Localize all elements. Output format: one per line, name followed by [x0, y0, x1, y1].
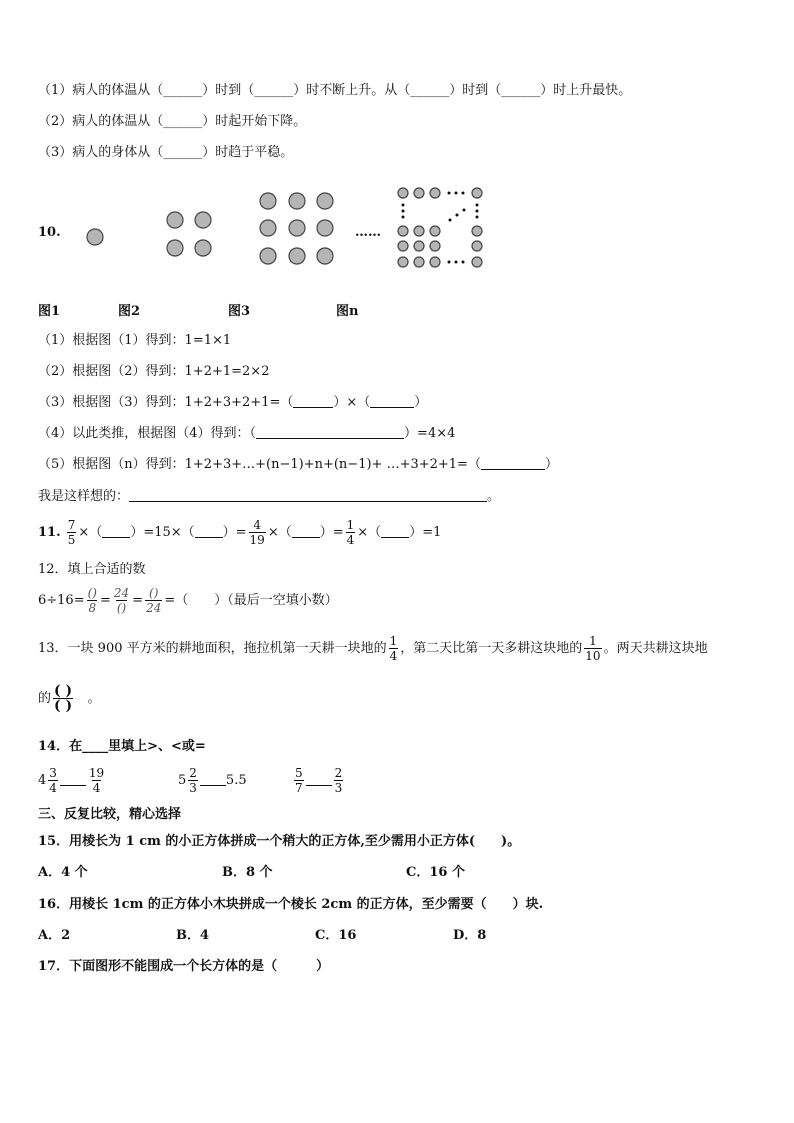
- q14-item-b: 5 $\frac{2}{3}$ 5.5: [178, 766, 247, 795]
- comparison-blank[interactable]: [60, 773, 86, 786]
- q13-line-1: 13．一块 900 平方米的耕地面积，拖拉机第一天耕一块地的 $\frac{1}{4}$ ，第二天比第一天多耕这块地的 $\frac{1}{10}$ 。两天共耕这块地: [38, 634, 708, 663]
- answer-blank[interactable]: [292, 525, 320, 538]
- fraction: $\frac{()}{24}$: [146, 586, 162, 615]
- answer-blank[interactable]: [370, 395, 414, 408]
- q15-option-a[interactable]: A．4 个: [38, 865, 88, 880]
- q16-option-b[interactable]: B．4: [176, 928, 210, 943]
- q10-thinking: 我是这样想的： 。: [38, 489, 501, 504]
- fraction: $\frac{()}{8}$: [87, 586, 97, 615]
- answer-blank[interactable]: [102, 525, 130, 538]
- q9-line-3: （3）病人的身体从（______）时趋于平稳。: [38, 145, 294, 160]
- q16-option-d[interactable]: D．8: [453, 928, 487, 943]
- answer-blank[interactable]: [481, 457, 545, 470]
- figure-n-dots: [398, 188, 482, 267]
- answer-blank[interactable]: [293, 395, 333, 408]
- q14-item-c: [292, 762, 345, 800]
- fraction: $\frac{19}{4}$: [88, 766, 105, 795]
- q17-text: 17．下面图形不能围成一个长方体的是（ ）: [38, 959, 330, 974]
- fraction: $\frac{1}{4}$: [346, 518, 355, 547]
- q9-line-1: （1）病人的体温从（______）时到（______）时不断上升。从（______）时到（______）时上升最快。: [38, 83, 632, 98]
- q10-number: 10.: [38, 225, 61, 240]
- caption-figure-n: 图n: [336, 304, 359, 319]
- answer-blank[interactable]: [381, 525, 409, 538]
- q11: 11. $\frac{7}{5}$ ×（ ）=15×（ ）= $\frac{4}{19}$ ×（ ）= $\frac{1}{4}$ ×（ ）=1: [38, 518, 442, 547]
- section-heading: 三、反复比较，精心选择: [38, 807, 182, 822]
- fraction: $\frac{24}{()}$: [113, 586, 130, 615]
- answer-fraction[interactable]: $\frac{( )}{( )}$: [54, 683, 73, 714]
- q10-sub-5: （5）根据图（n）得到：1+2+3+…+(n−1)+n+(n−1)+ …+3+2+1=（ ）: [38, 457, 558, 472]
- fraction: $\frac{1}{10}$: [585, 634, 601, 663]
- answer-blank[interactable]: [195, 525, 223, 538]
- q14-item-a: 4 $\frac{3}{4}$ $\frac{19}{4}$: [38, 766, 105, 795]
- caption-figure-1: 图1: [38, 304, 61, 319]
- fraction: $\frac{4}{19}$: [249, 518, 265, 547]
- answer-blank[interactable]: [256, 426, 404, 439]
- figure-2-dots: [167, 212, 211, 256]
- q13-line-2: 的 $\frac{( )}{( )}$ 。: [38, 683, 101, 714]
- q16-option-c[interactable]: C．16: [315, 928, 357, 943]
- q15-option-b[interactable]: B．8 个: [222, 865, 273, 880]
- fraction: $\frac{2}{3}$: [334, 766, 343, 795]
- fraction: $\frac{3}{4}$: [49, 766, 57, 795]
- q10-sub-3: （3）根据图（3）得到：1+2+3+2+1=（ ）×（ ）: [38, 395, 428, 410]
- q10-dot-figures: [0, 180, 500, 280]
- fraction: $\frac{7}{5}$: [67, 518, 76, 547]
- q16-text: 16．用棱长 1cm 的正方体小木块拼成一个棱长 2cm 的正方体，至少需要（ ）块.: [38, 897, 544, 912]
- comparison-blank[interactable]: [200, 773, 226, 786]
- fraction: $\frac{5}{7}$: [295, 766, 303, 795]
- q14-title: 14．在____里填上>、<或=: [38, 739, 206, 754]
- fraction: $\frac{2}{3}$: [189, 766, 197, 795]
- q10-sub-4: （4）以此类推，根据图（4）得到：（ ）=4×4: [38, 426, 456, 441]
- q9-line-2: （2）病人的体温从（______）时起开始下降。: [38, 114, 307, 129]
- q15-option-c[interactable]: C．16 个: [406, 865, 465, 880]
- fraction: $\frac{1}{4}$: [389, 634, 398, 663]
- q10-sub-2: （2）根据图（2）得到：1+2+1=2×2: [38, 364, 270, 379]
- caption-figure-2: 图2: [118, 304, 141, 319]
- q16-option-a[interactable]: A．2: [38, 928, 71, 943]
- q10-ellipsis: ……: [355, 225, 381, 240]
- answer-blank[interactable]: [129, 489, 487, 502]
- figure-1-dots: [87, 229, 103, 245]
- comparison-blank[interactable]: [306, 773, 332, 786]
- figure-3-dots: [260, 193, 333, 264]
- q12-expression: 6÷16= $\frac{()}{8}$ = $\frac{24}{()}$ = $\frac{()}{24}$ =（ ）（最后一空填小数）: [38, 586, 338, 615]
- caption-figure-3: 图3: [228, 304, 251, 319]
- q12-title: 12．填上合适的数: [38, 562, 146, 577]
- q10-sub-1: （1）根据图（1）得到：1=1×1: [38, 333, 232, 348]
- q15-text: 15．用棱长为 1 cm 的小正方体拼成一个稍大的正方体,至少需用小正方体( )。: [38, 834, 521, 849]
